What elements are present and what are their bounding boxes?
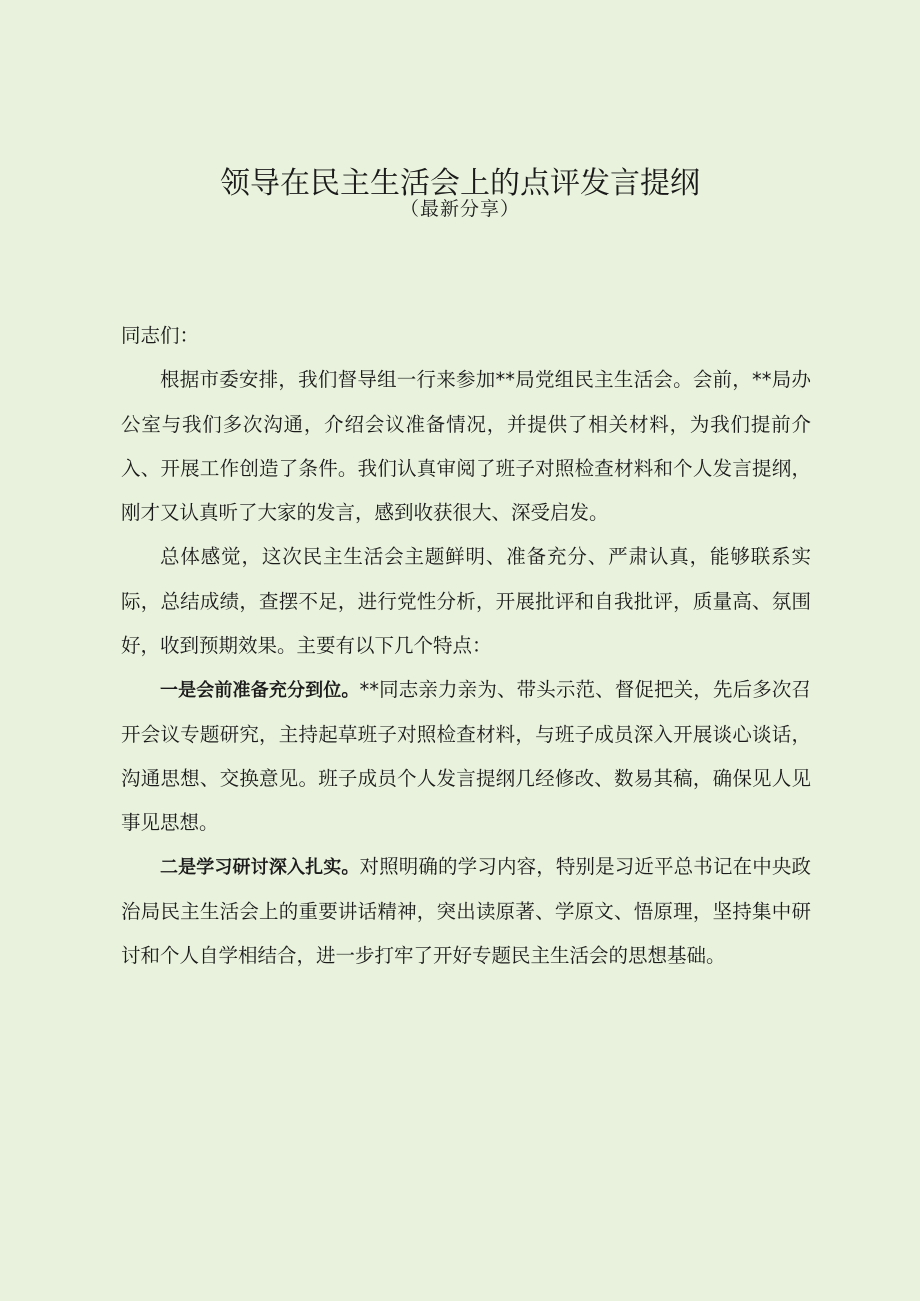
paragraph-text: 根据市委安排，我们督导组一行来参加**局党组民主生活会。会前，**局办公室与我们多次沟通，介绍会议准备情况，并提供了相关材料，为我们提前介入、开展工作创造了条件。我们认真审阅了班子对照检查材料和个人发言提纲，刚才又认真听了大家的发言，感到收获很大、深受启发。 [121, 368, 811, 524]
paragraph-2 [121, 535, 811, 668]
paragraph-4 [121, 845, 811, 978]
paragraph-1 [121, 358, 811, 535]
document-body [121, 314, 811, 978]
document-title: 领导在民主生活会上的点评发言提纲 [220, 166, 700, 201]
document-subtitle: （最新分享） [399, 198, 520, 220]
paragraph-3 [121, 668, 811, 845]
paragraph-lead: 二是学习研讨深入扎实。 [160, 857, 360, 878]
paragraph-text: 对照明确的学习内容，特别是习近平总书记在中央政治局民主生活会上的重要讲话精神，突出读原著、学原文、悟原理，坚持集中研讨和个人自学相结合，进一步打牢了开好专题民主生活会的思想基础。 [121, 855, 811, 967]
paragraph-lead: 一是会前准备充分到位。 [160, 680, 360, 701]
paragraph-text: 总体感觉，这次民主生活会主题鲜明、准备充分、严肃认真，能够联系实际，总结成绩，查摆不足，进行党性分析，开展批评和自我批评，质量高、氛围好，收到预期效果。主要有以下几个特点： [121, 545, 811, 657]
paragraph-text: **同志亲力亲为、带头示范、督促把关，先后多次召开会议专题研究，主持起草班子对照检查材料，与班子成员深入开展谈心谈话，沟通思想、交换意见。班子成员个人发言提纲几经修改、数易其稿，确保见人见事见思想。 [121, 678, 811, 834]
salutation: 同志们： [121, 324, 200, 347]
